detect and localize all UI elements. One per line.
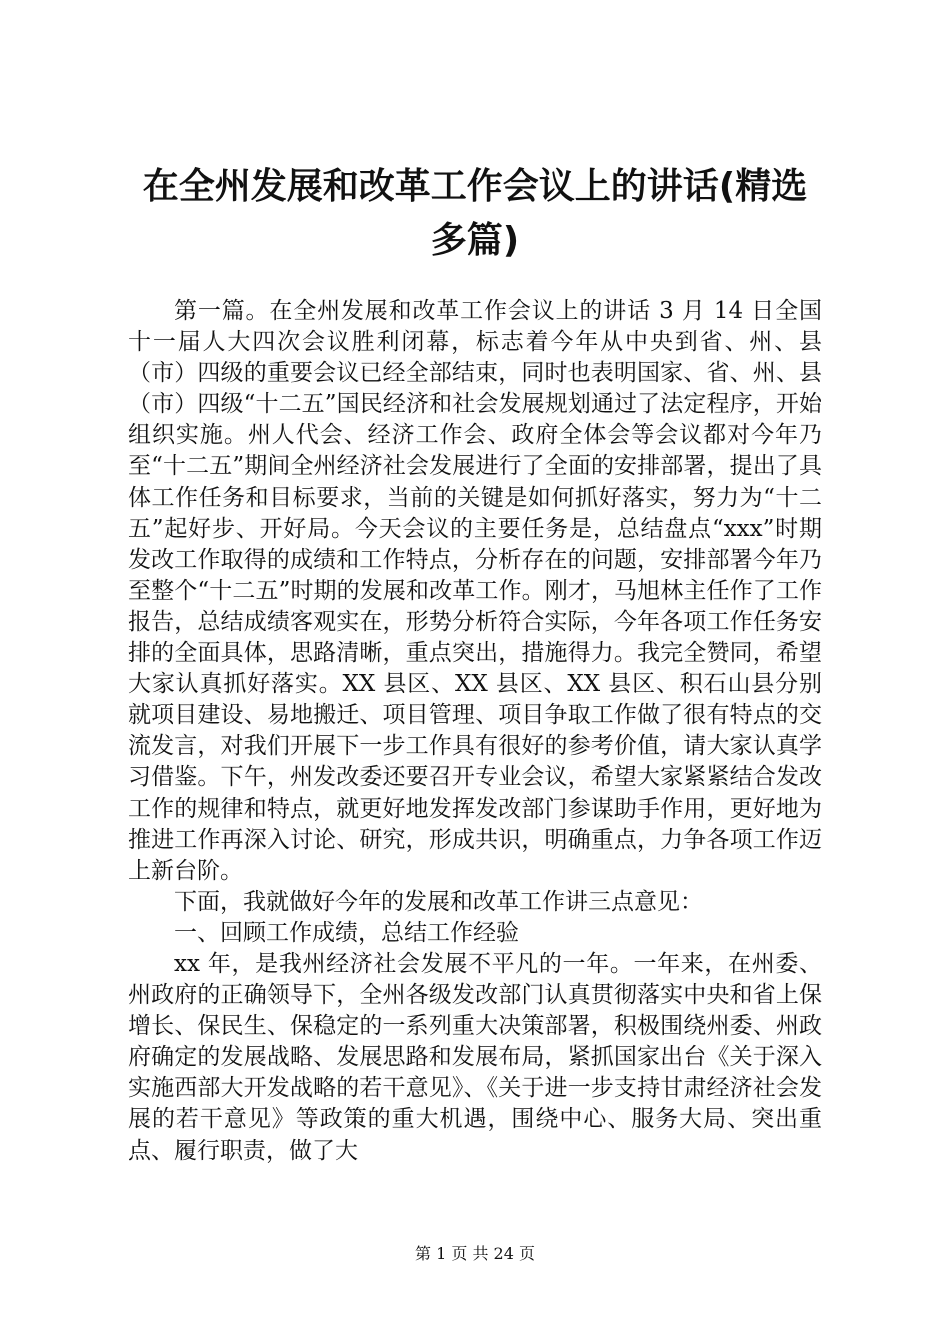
document-body — [128, 296, 822, 1167]
document-title: 在全州发展和改革工作会议上的讲话(精选多篇) — [142, 166, 808, 261]
paragraph: 第一篇。在全州发展和改革工作会议上的讲话 3 月 14 日全国十一届人大四次会议胜利闭幕，标志着今年从中央到省、州、县（市）四级的重要会议已经全部结束，同时也表明国家、省、州、县（市）四级“十二五”国民经济和社会发展规划通过了法定程序，开始组织实施。州人代会、经济工作会、政府全体会等会议都对今年乃至“十二五”期间全州经济社会发展进行了全面的安排部署，提出了具体工作任务和目标要求，当前的关键是如何抓好落实，努力为“十二五”起好步、开好局。今天会议的主要任务是，总结盘点“xxx”时期发改工作取得的成绩和工作特点，分析存在的问题，安排部署今年乃至整个“十二五”时期的发展和改革工作。刚才，马旭林主任作了工作报告，总结成绩客观实在，形势分析符合实际，今年各项工作任务安排的全面具体，思路清晰，重点突出，措施得力。我完全赞同，希望大家认真抓好落实。XX 县区、XX 县区、XX 县区、积石山县分别就项目建设、易地搬迁、项目管理、项目争取工作做了很有特点的交流发言，对我们开展下一步工作具有很好的参考价值，请大家认真学习借鉴。下午，州发改委还要召开专业会议，希望大家紧紧结合发改工作的规律和特点，就更好地发挥发改部门参谋助手作用，更好地为推进工作再深入讨论、研究，形成共识，明确重点，力争各项工作迈上新台阶。 — [128, 298, 822, 884]
paragraph: xx 年，是我州经济社会发展不平凡的一年。一年来，在州委、州政府的正确领导下，全州各级发改部门认真贯彻落实中央和省上保增长、保民生、保稳定的一系列重大决策部署，积极围绕州委、州政府确定的发展战略、发展思路和发展布局，紧抓国家出台《关于深入实施西部大开发战略的若干意见》、《关于进一步支持甘肃经济社会发展的若干意见》等政策的重大机遇，围绕中心、服务大局、突出重点、履行职责，做了大 — [128, 950, 822, 1164]
page-number-footer: 第 1 页 共 24 页 — [415, 1244, 535, 1263]
section-heading: 一、回顾工作成绩，总结工作经验 — [174, 919, 519, 946]
paragraph: 下面，我就做好今年的发展和改革工作讲三点意见： — [174, 888, 703, 915]
